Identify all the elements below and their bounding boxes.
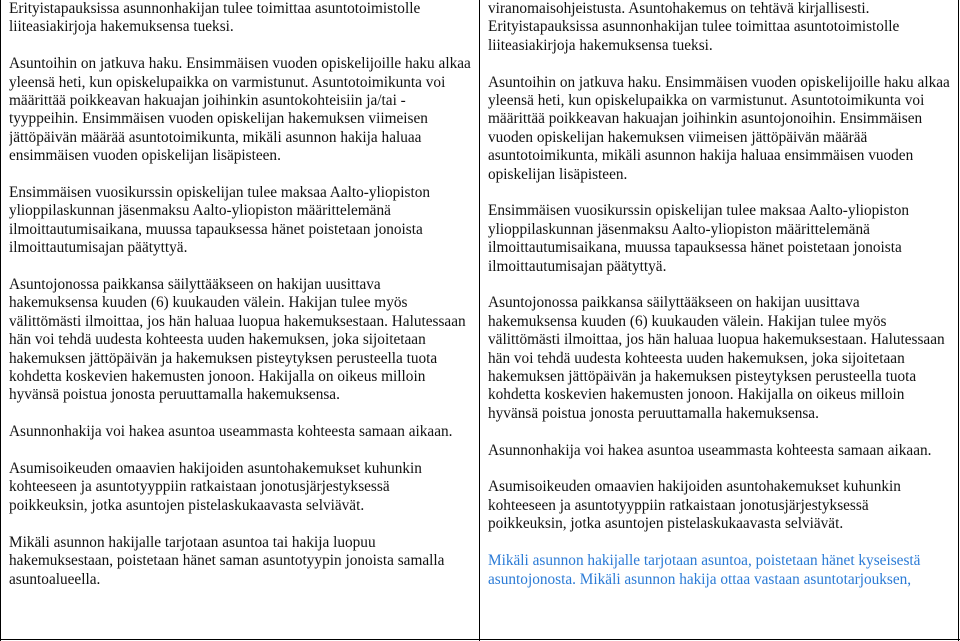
column-divider (479, 0, 480, 641)
left-paragraph-membership-fee: Ensimmäisen vuosikurssin opiskelijan tulee maksaa Aalto-yliopiston ylioppilaskunnan jäsenmaksu Aalto-yliopiston määrittelemänä ilmoittautumisaikana, muussa tapauksessa hänet poistetaan jonoista ilmoittautumisajan päätyttyä. (9, 184, 431, 257)
left-paragraph-multiple-locations: Asunnonhakija voi hakea asuntoa useammasta kohteesta samaan aikaan. (9, 423, 453, 441)
left-paragraph-attachments: Erityistapauksissa asunnonhakijan tulee toimittaa asuntotoimistolle liiteasiakirjoja hakemuksensa tueksi. (9, 0, 421, 36)
right-paragraph-membership-fee: Ensimmäisen vuosikurssin opiskelijan tulee maksaa Aalto-yliopiston ylioppilaskunnan jäsenmaksu Aalto-yliopiston määrittelemänä ilmoittautumisaikana, muussa tapauksessa hänet poistetaan jonoista ilmoittautumisajan päätyttyä. (488, 202, 910, 275)
right-paragraph-offer-removal-changed: Mikäli asunnon hakijalle tarjotaan asuntoa, poistetaan hänet kyseisestä asuntojonosta. Mikäli asunnon hakija ottaa vastaan asuntotarjouksen, (488, 552, 921, 588)
left-paragraph-queue-order: Asumisoikeuden omaavien hakijoiden asuntohakemukset kuhunkin kohteeseen ja asuntotyyppiin ratkaistaan jonotusjärjestyksessä poikkeuksin, jotka asuntojen pistelaskukaavasta selviävät. (9, 460, 422, 514)
right-paragraph-multiple-locations: Asunnonhakija voi hakea asuntoa useammasta kohteesta samaan aikaan. (488, 441, 932, 459)
right-paragraph-attachments: viranomaisohjeistusta. Asuntohakemus on tehtävä kirjallisesti. Erityistapauksissa asunnonhakijan tulee toimittaa asuntotoimistolle liiteasiakirjoja hakemuksensa tueksi. (488, 0, 900, 54)
right-paragraph-continuous-application: Asuntoihin on jatkuva haku. Ensimmäisen vuoden opiskelijoille haku alkaa yleensä heti, kun opiskelupaikka on varmistunut. Asuntotoimikunta voi määrittää poikkeavan hakuajan joihinkin asuntojonoihin. Ensimmäisen vuoden opiskelijan hakemuksen viimeisen jättöpäivän määrää asuntotoimikunta, mikäli asunnon hakija haluaa ensimmäisen vuoden opiskelijan lisäpisteen. (488, 73, 950, 183)
left-column-old-rules (9, 0, 471, 639)
right-column-new-rules (488, 0, 950, 639)
table-border-bottom (0, 639, 960, 640)
left-paragraph-continuous-application: Asuntoihin on jatkuva haku. Ensimmäisen vuoden opiskelijoille haku alkaa yleensä heti, kun opiskelupaikka on varmistunut. Asuntotoimikunta voi määrittää poikkeavan hakuajan joihinkin asuntokohteisiin ja/tai -tyyppeihin. Ensimmäisen vuoden opiskelijan hakemuksen viimeisen jättöpäivän määrää asuntotoimikunta, mikäli asunnon hakija haluaa ensimmäisen vuoden opiskelijan lisäpisteen. (9, 55, 471, 165)
right-paragraph-queue-order: Asumisoikeuden omaavien hakijoiden asuntohakemukset kuhunkin kohteeseen ja asuntotyyppiin ratkaistaan jonotusjärjestyksessä poikkeuksin, jotka asuntojen pistelaskukaavasta selviävät. (488, 478, 901, 533)
table-border-right (958, 0, 959, 641)
left-paragraph-queue-renewal: Asuntojonossa paikkansa säilyttääkseen on hakijan uusittava hakemuksensa kuuden (6) kuukauden välein. Hakijan tulee myös välittömästi ilmoittaa, jos hän haluaa luopua hakemuksestaan. Halutessaan hän voi tehdä uudesta kohteesta uuden hakemuksen, joka sijoitetaan hakemuksen jättöpäivän ja hakemuksen pisteytyksen perusteella tuota kohdetta koskevien hakemusten jonoon. Hakijalla on oikeus milloin hyvänsä poistua jonosta peruuttamalla hakemuksensa. (9, 276, 466, 404)
left-paragraph-offer-removal: Mikäli asunnon hakijalle tarjotaan asuntoa tai hakija luopuu hakemuksestaan, poistetaan hänet saman asuntotyypin jonoista samalla asuntoalueella. (9, 533, 445, 588)
right-paragraph-queue-renewal: Asuntojonossa paikkansa säilyttääkseen on hakijan uusittava hakemuksensa kuuden (6) kuukauden välein. Hakijan tulee myös välittömästi ilmoittaa, jos hän haluaa luopua hakemuksestaan. Halutessaan hän voi tehdä uudesta kohteesta uuden hakemuksen, joka sijoitetaan hakemuksen jättöpäivän ja hakemuksen pisteytyksen perusteella tuota kohdetta koskevien hakemusten jonoon. Hakijalla on oikeus milloin hyvänsä poistua jonosta peruuttamalla hakemuksensa. (488, 294, 945, 422)
table-border-left (0, 0, 1, 641)
